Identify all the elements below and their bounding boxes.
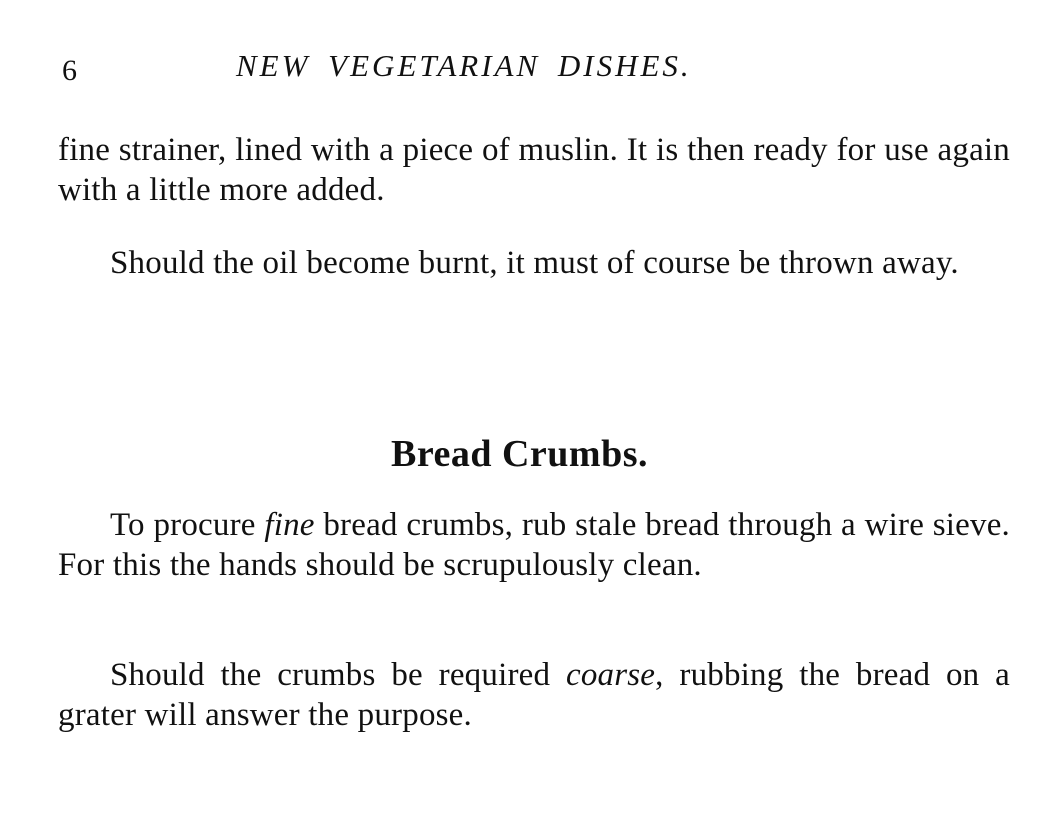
paragraph-block-three: [58, 505, 1010, 586]
running-head-title: NEW VEGETARIAN DISHES.: [236, 48, 692, 83]
paragraph: fine strainer, lined with a piece of muslin. It is then ready for use again with a little more added.: [58, 132, 1010, 209]
emphasis-fine: fine: [264, 507, 315, 543]
paragraph: [58, 655, 1010, 736]
section-heading: Bread Crumbs.: [390, 433, 649, 475]
emphasis-coarse: coarse: [565, 657, 656, 693]
paragraph-text-part: , rubbing the bread on a grater will answer the purpose.: [58, 657, 1010, 734]
paragraph-block-two: [58, 243, 1010, 283]
running-head: [0, 48, 1039, 100]
page-number: 6: [62, 54, 78, 87]
paragraph-block-one: [58, 130, 1010, 211]
paragraph: [58, 505, 1010, 586]
paragraph: Should the oil become burnt, it must of course be thrown away.: [110, 245, 959, 281]
paragraph-text-part: Should the crumbs be required: [110, 657, 566, 693]
paragraph-text-part: bread crumbs, rub stale bread through a wire sieve. For this the hands should be scrupulously clean.: [58, 507, 1011, 584]
paragraph-text-part: To procure: [110, 507, 265, 543]
paragraph-block-four: [58, 655, 1010, 736]
